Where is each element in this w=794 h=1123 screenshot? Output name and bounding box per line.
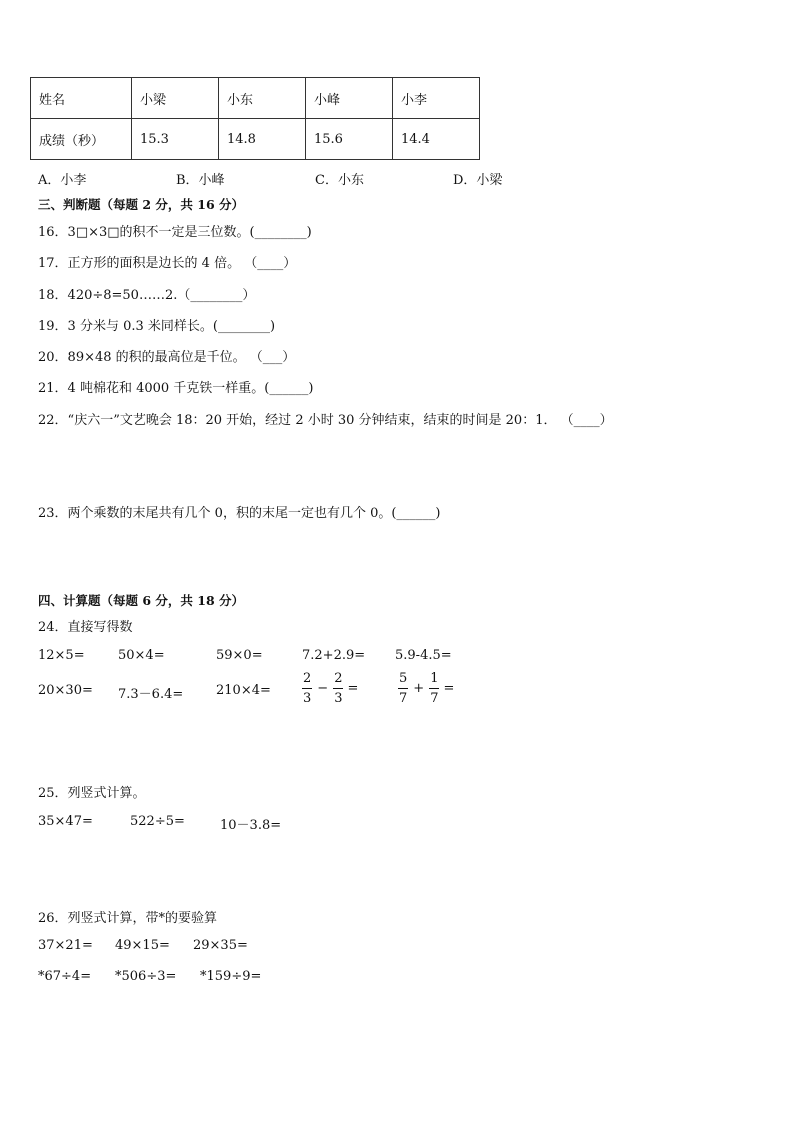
table-cell: 14.8 [219,119,306,160]
option-a: A．小李 [38,173,87,188]
table-cell: 小李 [393,78,480,119]
question-21: 21．4 吨棉花和 4000 千克铁一样重。(______) [38,381,314,396]
calc-item: 5.9-4.5= [395,648,452,663]
fraction [398,672,408,705]
fraction-expression-1 [302,672,358,705]
table-cell: 15.3 [132,119,219,160]
denominator: 7 [399,691,408,706]
table-row [31,119,480,160]
option-d: D．小梁 [453,173,503,188]
fraction-expression-2 [398,672,454,705]
table-row [31,78,480,119]
table-cell: 姓名 [31,78,132,119]
table-cell: 14.4 [393,119,480,160]
calc-item: 50×4= [118,648,165,663]
fraction [429,672,439,705]
operator: + [413,681,425,696]
calc-item: *159÷9= [200,969,262,984]
denominator: 3 [334,691,343,706]
question-16: 16．3□×3□的积不一定是三位数。(________) [38,225,312,240]
option-c: C．小东 [315,173,364,188]
denominator: 3 [303,691,312,706]
numerator: 2 [333,672,343,689]
calc-item: 59×0= [216,648,263,663]
fraction [333,672,343,705]
question-17: 17．正方形的面积是边长的 4 倍。 （____） [38,256,297,271]
option-b: B．小峰 [176,173,225,188]
table-cell: 15.6 [306,119,393,160]
question-23: 23．两个乘数的末尾共有几个 0，积的末尾一定也有几个 0。(______) [38,506,441,521]
question-19: 19．3 分米与 0.3 米同样长。(________) [38,319,276,334]
section-3-title: 三、判断题（每题 2 分，共 16 分） [38,197,245,212]
calc-item: 35×47= [38,814,93,829]
fraction [302,672,312,705]
calc-item: 522÷5= [130,814,185,829]
operator: − [317,681,329,696]
question-18: 18．420÷8=50……2.（________） [38,288,256,303]
calc-item: *506÷3= [115,969,177,984]
question-20: 20．89×48 的积的最高位是千位。 （___） [38,350,296,365]
equals-sign: = [347,681,359,696]
score-table [30,77,480,160]
calc-item: 49×15= [115,938,170,953]
denominator: 7 [430,691,439,706]
numerator: 2 [302,672,312,689]
calc-item: 210×4= [216,683,271,698]
table-cell: 成绩（秒） [31,119,132,160]
calc-item: *67÷4= [38,969,92,984]
calc-item: 7.3－6.4= [118,687,184,702]
calc-item: 12×5= [38,648,85,663]
question-25-label: 25．列竖式计算。 [38,786,146,801]
calc-item: 29×35= [193,938,248,953]
question-24-label: 24．直接写得数 [38,620,133,635]
table-cell: 小东 [219,78,306,119]
numerator: 5 [398,672,408,689]
calc-item: 7.2+2.9= [302,648,366,663]
calc-item: 10－3.8= [220,818,282,833]
table-cell: 小梁 [132,78,219,119]
table-cell: 小峰 [306,78,393,119]
numerator: 1 [429,672,439,689]
section-4-title: 四、计算题（每题 6 分，共 18 分） [38,593,245,608]
question-26-label: 26．列竖式计算，带*的要验算 [38,911,218,926]
calc-item: 37×21= [38,938,93,953]
calc-item: 20×30= [38,683,93,698]
question-22: 22．“庆六一”文艺晚会 18：20 开始，经过 2 小时 30 分钟结束，结束的时间是 20：1． （____） [38,413,613,428]
equals-sign: = [443,681,455,696]
